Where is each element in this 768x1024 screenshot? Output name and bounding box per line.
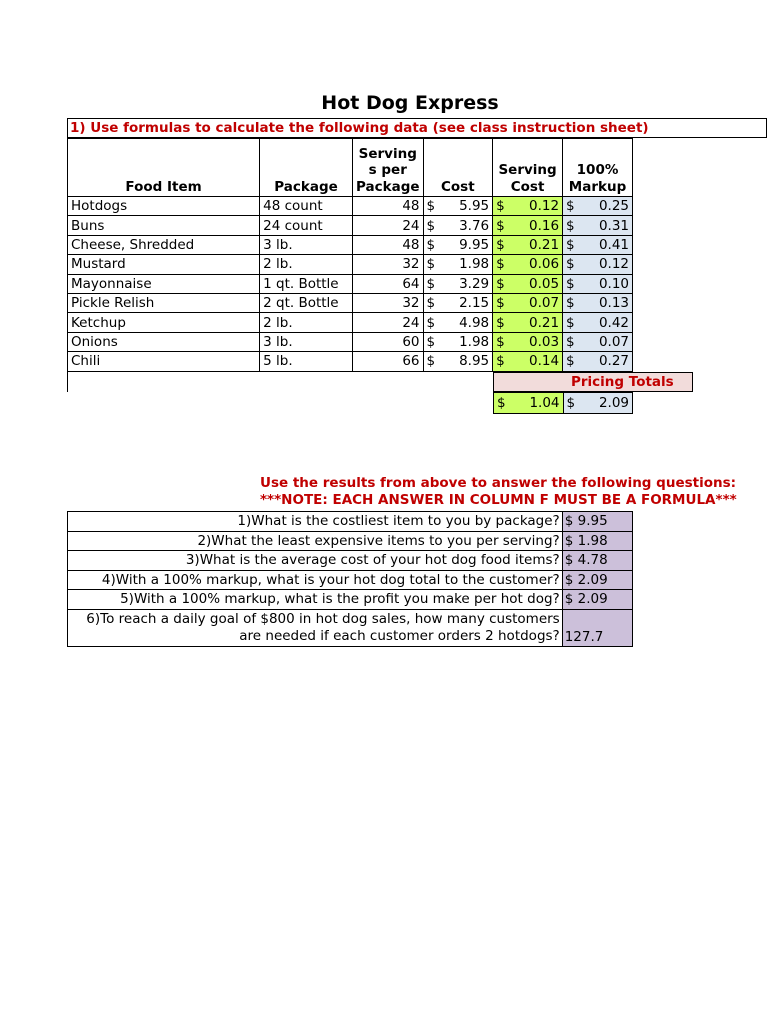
answer-cell[interactable]: $ 9.95 [562,512,632,532]
question-row [68,551,633,571]
package-cell[interactable]: 24 count [260,216,353,235]
food-item-cell[interactable]: Pickle Relish [68,293,260,312]
question-row [68,531,633,551]
package-cell[interactable]: 3 lb. [260,332,353,351]
markup-cell[interactable]: $ 0.10 [563,274,633,293]
servings-cell[interactable]: 48 [352,197,423,216]
serving-cost-cell[interactable]: $ 0.06 [493,255,563,274]
table-row [68,293,633,312]
food-item-cell[interactable]: Buns [68,216,260,235]
answer-cell[interactable]: 127.7 [562,609,632,646]
instruction-note: Use the results from above to answer the following questions: [260,475,737,491]
cost-cell[interactable]: $ 2.15 [423,293,493,312]
cost-cell[interactable]: $ 5.95 [423,197,493,216]
servings-cell[interactable]: 66 [352,352,423,371]
food-rows [68,197,633,372]
table-row [68,216,633,235]
header-row [68,139,633,197]
food-cost-table [67,138,633,372]
empty-cell-border [67,372,68,392]
totals-row [493,392,633,414]
serving-cost-cell[interactable]: $ 0.21 [493,313,563,332]
total-markup-cell[interactable]: $ 2.09 [563,393,633,414]
question-cell[interactable]: 6)To reach a daily goal of $800 in hot dog sales, how many customers are needed if each customer orders 2 hotdogs? [68,609,563,646]
answer-cell[interactable]: $ 2.09 [562,570,632,590]
markup-cell[interactable]: $ 0.12 [563,255,633,274]
question-row [68,590,633,610]
package-cell[interactable]: 5 lb. [260,352,353,371]
serving-cost-cell[interactable]: $ 0.12 [493,197,563,216]
food-item-cell[interactable]: Mustard [68,255,260,274]
food-item-cell[interactable]: Hotdogs [68,197,260,216]
servings-cell[interactable]: 64 [352,274,423,293]
serving-cost-cell[interactable]: $ 0.03 [493,332,563,351]
formula-note: ***NOTE: EACH ANSWER IN COLUMN F MUST BE A FORMULA*** [260,492,737,508]
food-item-cell[interactable]: Ketchup [68,313,260,332]
food-item-cell[interactable]: Chili [68,352,260,371]
servings-cell[interactable]: 48 [352,235,423,254]
header-cost[interactable]: Cost [423,139,493,197]
servings-cell[interactable]: 60 [352,332,423,351]
question-row-6 [68,609,633,646]
serving-cost-cell[interactable]: $ 0.07 [493,293,563,312]
table-row [68,235,633,254]
questions-table [67,511,633,647]
servings-cell[interactable]: 32 [352,293,423,312]
cost-cell[interactable]: $ 3.76 [423,216,493,235]
table-row [68,352,633,371]
markup-cell[interactable]: $ 0.13 [563,293,633,312]
markup-cell[interactable]: $ 0.31 [563,216,633,235]
header-markup[interactable]: 100% Markup [563,139,633,197]
package-cell[interactable]: 2 lb. [260,255,353,274]
cost-cell[interactable]: $ 1.98 [423,332,493,351]
food-item-cell[interactable]: Mayonnaise [68,274,260,293]
header-food-item[interactable]: Food Item [68,139,260,197]
package-cell[interactable]: 3 lb. [260,235,353,254]
table-row [68,313,633,332]
cost-cell[interactable]: $ 8.95 [423,352,493,371]
serving-cost-cell[interactable]: $ 0.21 [493,235,563,254]
food-item-cell[interactable]: Cheese, Shredded [68,235,260,254]
pricing-totals-label[interactable]: Pricing Totals [493,372,693,392]
package-cell[interactable]: 1 qt. Bottle [260,274,353,293]
cost-cell[interactable]: $ 9.95 [423,235,493,254]
question-cell[interactable]: 3)What is the average cost of your hot dog food items? [68,551,563,571]
answer-cell[interactable]: $ 2.09 [562,590,632,610]
instruction-banner: 1) Use formulas to calculate the following data (see class instruction sheet) [67,118,767,138]
header-serving-cost[interactable]: Serving Cost [493,139,563,197]
cost-cell[interactable]: $ 4.98 [423,313,493,332]
markup-cell[interactable]: $ 0.42 [563,313,633,332]
table-row [68,332,633,351]
cost-cell[interactable]: $ 1.98 [423,255,493,274]
table-row [68,274,633,293]
markup-cell[interactable]: $ 0.41 [563,235,633,254]
question-row [68,512,633,532]
sheet-title: Hot Dog Express [321,92,499,114]
table-row [68,197,633,216]
answer-cell[interactable]: $ 4.78 [562,551,632,571]
serving-cost-cell[interactable]: $ 0.16 [493,216,563,235]
servings-cell[interactable]: 32 [352,255,423,274]
header-package[interactable]: Package [260,139,353,197]
total-serving-cost-cell[interactable]: $ 1.04 [494,393,564,414]
answer-cell[interactable]: $ 1.98 [562,531,632,551]
serving-cost-cell[interactable]: $ 0.14 [493,352,563,371]
question-cell[interactable]: 2)What the least expensive items to you per serving? [68,531,563,551]
question-row [68,570,633,590]
package-cell[interactable]: 2 qt. Bottle [260,293,353,312]
markup-cell[interactable]: $ 0.07 [563,332,633,351]
question-cell[interactable]: 5)With a 100% markup, what is the profit you make per hot dog? [68,590,563,610]
cost-cell[interactable]: $ 3.29 [423,274,493,293]
table-row [68,255,633,274]
question-cell[interactable]: 4)With a 100% markup, what is your hot dog total to the customer? [68,570,563,590]
servings-cell[interactable]: 24 [352,216,423,235]
question-cell[interactable]: 1)What is the costliest item to you by package? [68,512,563,532]
food-item-cell[interactable]: Onions [68,332,260,351]
package-cell[interactable]: 48 count [260,197,353,216]
header-servings[interactable]: Serving s per Package [352,139,423,197]
markup-cell[interactable]: $ 0.25 [563,197,633,216]
serving-cost-cell[interactable]: $ 0.05 [493,274,563,293]
servings-cell[interactable]: 24 [352,313,423,332]
markup-cell[interactable]: $ 0.27 [563,352,633,371]
package-cell[interactable]: 2 lb. [260,313,353,332]
